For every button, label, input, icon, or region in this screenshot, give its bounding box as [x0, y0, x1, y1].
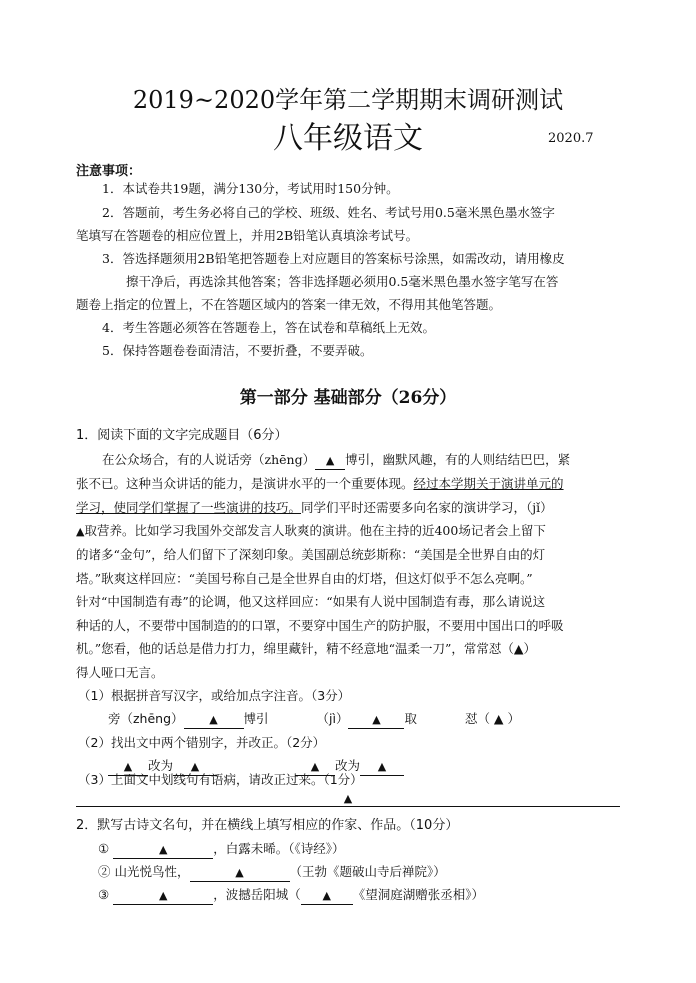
- answer-marker: ▲: [209, 713, 218, 726]
- note-item: 4．考生答题必须答在答题卷上，答在试卷和草稿纸上无效。: [102, 320, 435, 335]
- exam-title: 2019~2020学年第二学期期末调研测试: [132, 86, 564, 114]
- answer-marker: ▲: [158, 843, 168, 856]
- passage-line: 的诸多“金句”，给人们留下了深刻印象。美国副总统彭斯称：“美国是全世界自由的灯: [76, 547, 546, 562]
- subquestion-3: （3）上面文中划线句有语病，请改正过来。（1分）: [78, 772, 363, 787]
- answer-blank[interactable]: [360, 758, 404, 776]
- answer-marker: ▲: [123, 760, 133, 773]
- answer-blank[interactable]: [348, 711, 404, 729]
- passage-line: 种话的人，不要带中国制造的的口罩，不要穿中国生产的防护服，不要用中国出口的呼吸: [76, 618, 564, 633]
- pinyin-item: 旁（zhēng）: [108, 711, 184, 726]
- answer-blank[interactable]: [184, 711, 244, 729]
- answer-blank[interactable]: [113, 841, 213, 859]
- passage-line: 塔。”耿爽这样回应：“美国号称自己是全世界自由的灯塔，但这灯似乎不怎么亮啊。”: [76, 571, 533, 586]
- answer-blank[interactable]: [315, 452, 345, 470]
- note-item: 擦干净后，再选涂其他答案；答非选择题必须用0.5毫米黑色墨水签字笔写在答: [126, 274, 559, 289]
- item-number: ③: [98, 887, 110, 902]
- item-number: ①: [98, 841, 110, 856]
- pinyin-item: 怼（ ▲ ）: [464, 711, 521, 726]
- recitation-item: [98, 887, 484, 905]
- note-item: 题卷上指定的位置上，不在答题区域内的答案一律无效，不得用其他笔答题。: [76, 297, 502, 312]
- passage-text: 取营养。比如学习我国外交部发言人耿爽的演讲。他在主持的近400场记者会上留下: [84, 523, 546, 538]
- change-to-label: 改为: [148, 758, 174, 773]
- passage-line: [76, 523, 546, 540]
- item-text: 山光悦鸟性，: [114, 864, 190, 879]
- passage-line: 机。”您看，他的话总是借力打力，绵里藏针，精不经意地“温柔一刀”，常常怼（▲）: [76, 641, 537, 656]
- answer-marker: ▲: [76, 525, 85, 538]
- passage-line: [76, 500, 553, 516]
- passage-text: 博引，幽默风趣，有的人则结结巴巴，紧: [345, 452, 571, 467]
- note-item: 5．保持答题卷卷面清洁，不要折叠，不要弄破。: [102, 343, 373, 358]
- question-2-prompt: 2．默写古诗文名句，并在横线上填写相应的作家、作品。（10分）: [76, 818, 459, 833]
- answer-marker: ▲: [190, 760, 200, 773]
- answer-line[interactable]: [76, 806, 620, 807]
- note-item: 3．答选择题须用2B铅笔把答题卷上对应题目的答案标号涂黑，如需改动，请用橡皮: [102, 251, 565, 266]
- item-text: （王勃《题破山寺后禅院》）: [289, 864, 446, 879]
- answer-marker: ▲: [325, 454, 335, 467]
- passage-text: 同学们平时还需要多向名家的演讲学习，（jǐ）: [301, 500, 553, 515]
- recitation-item: [98, 841, 344, 859]
- underlined-sentence: 经过本学期关于演讲单元的: [413, 476, 564, 491]
- pinyin-item-suffix: 取: [404, 711, 417, 726]
- passage-line: 得人哑口无言。: [76, 665, 164, 680]
- subquestion-1-answers: [108, 711, 520, 729]
- note-item: 笔填写在答题卷的相应位置上，并用2B铅笔认真填涂考试号。: [76, 228, 419, 243]
- section-title: 第一部分 基础部分（26分）: [239, 388, 457, 408]
- answer-blank[interactable]: [301, 887, 353, 905]
- subquestion-1: （1）根据拼音写汉字，或给加点字注音。（3分）: [78, 688, 351, 703]
- passage-line: [76, 476, 564, 492]
- answer-marker: ▲: [158, 889, 168, 902]
- pinyin-item-suffix: 博引: [243, 711, 269, 726]
- subquestion-2: （2）找出文中两个错别字，并改正。（2分）: [78, 735, 326, 750]
- answer-blank[interactable]: [113, 887, 213, 905]
- passage-line: 针对“中国制造有毒”的论调，他又这样回应：“如果有人说中国制造有毒，那么请说这: [76, 594, 546, 609]
- answer-marker: ▲: [310, 760, 320, 773]
- question-1-prompt: 1．阅读下面的文字完成题目（6分）: [76, 428, 288, 443]
- note-item: 1．本试卷共19题，满分130分，考试用时150分钟。: [102, 181, 399, 196]
- answer-marker: ▲: [322, 889, 331, 902]
- answer-blank[interactable]: [190, 864, 290, 882]
- answer-marker: ▲: [372, 713, 381, 726]
- passage-line: [102, 452, 570, 470]
- passage-text: 张不已。这种当众讲话的能力，是演讲水平的一个重要体现。: [76, 476, 414, 491]
- recitation-item: [98, 864, 446, 882]
- note-item: 2．答题前，考生务必将自己的学校、班级、姓名、考试号用0.5毫米黑色墨水签字: [102, 205, 555, 220]
- answer-marker: ▲: [377, 760, 387, 773]
- item-text: ，波撼岳阳城（: [213, 887, 301, 902]
- passage-text: 在公众场合，有的人说话旁（zhēng）: [102, 452, 316, 467]
- answer-marker: ▲: [343, 792, 353, 805]
- notes-heading: 注意事项：: [76, 164, 142, 179]
- change-to-label: 改为: [334, 758, 360, 773]
- underlined-sentence: 学习，使同学们掌握了一些演讲的技巧。: [76, 500, 302, 515]
- item-text: 《望洞庭湖赠张丞相》）: [352, 887, 484, 902]
- item-number: ②: [98, 864, 111, 879]
- answer-marker: ▲: [235, 866, 244, 879]
- exam-subtitle: 八年级语文: [273, 121, 423, 156]
- item-text: ，白露未晞。（《诗经》）: [213, 841, 345, 856]
- pinyin-item: （jì）: [316, 711, 349, 726]
- exam-date: 2020.7: [548, 131, 594, 146]
